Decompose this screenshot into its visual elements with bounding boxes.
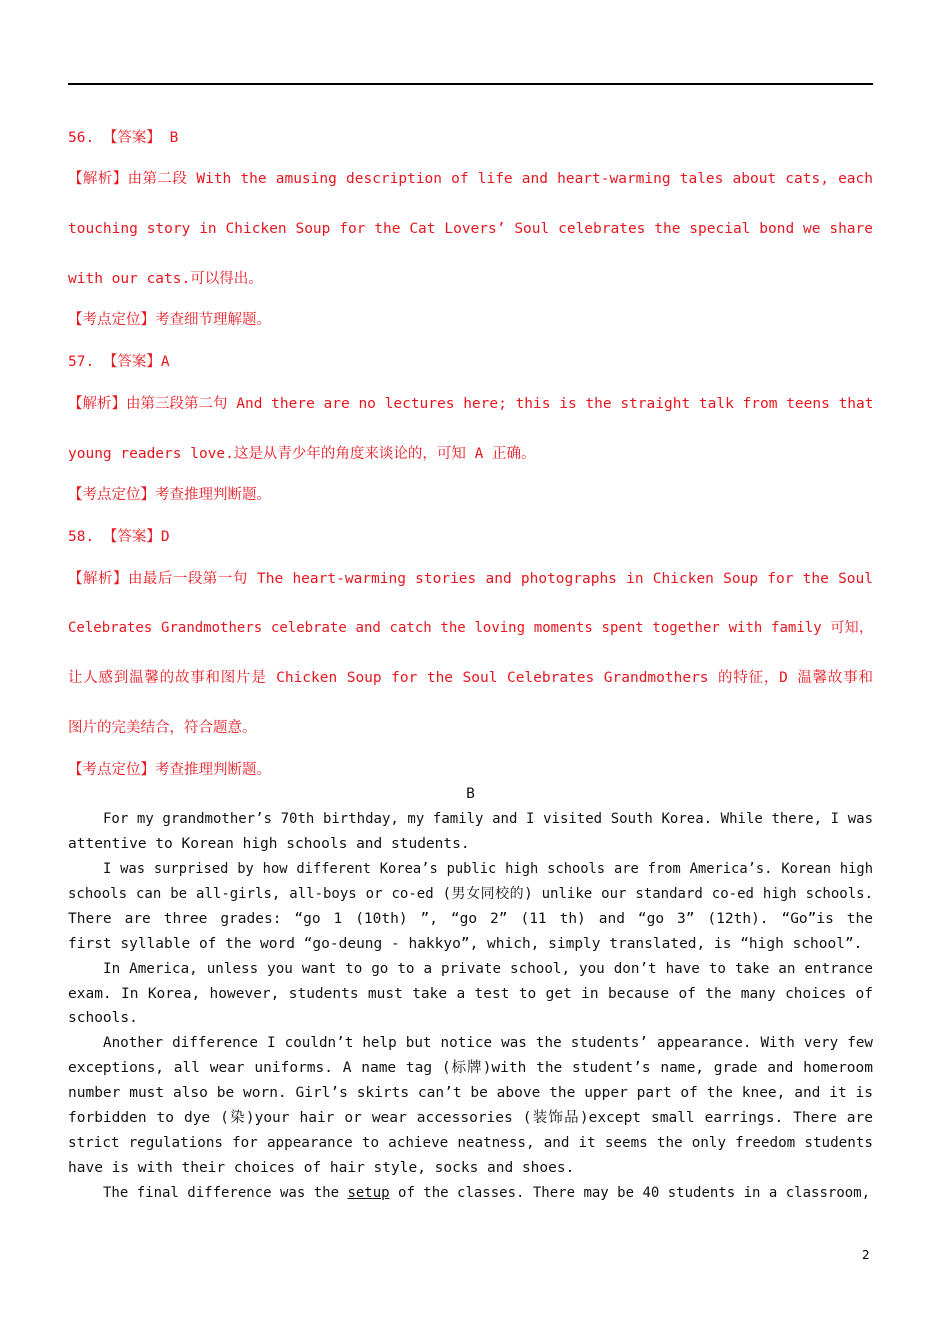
passage-line: For my grandmother’s 70th birthday, my family and I visited South Korea. While there, I was	[103, 811, 873, 827]
passage-line: exceptions, all wear uniforms. A name tag (标牌)with the student’s name, grade and homeroom	[68, 1060, 873, 1076]
answer-57-point: 【考点定位】考查推理判断题。	[68, 487, 271, 503]
page-number: 2	[862, 1248, 870, 1262]
passage-line: schools.	[68, 1010, 138, 1026]
answer-56-analysis-line: with our cats.可以得出。	[68, 271, 263, 287]
answer-57-number: 57. 【答案】A	[68, 354, 170, 370]
passage-line: Another difference I couldn’t help but notice was the students’ appearance. With very few	[103, 1035, 873, 1051]
passage-line: forbidden to dye (染)your hair or wear accessories (装饰品)except small earrings. There are	[68, 1110, 873, 1126]
passage-last-line	[103, 1183, 873, 1203]
passage-line: have is with their choices of hair style, socks and shoes.	[68, 1160, 575, 1176]
passage-text-segment: The final difference was the	[103, 1185, 348, 1201]
answer-58-number: 58. 【答案】D	[68, 529, 170, 545]
answer-56-number: 56. 【答案】 B	[68, 130, 179, 146]
answer-57-analysis-line: 【解析】由第三段第二句 And there are no lectures here; this is the straight talk from teens that	[68, 396, 874, 412]
answer-56-analysis-line: touching story in Chicken Soup for the Cat Lovers’ Soul celebrates the special bond we share	[68, 221, 873, 237]
passage-line: exam. In Korea, however, students must take a test to get in because of the many choices of	[68, 986, 873, 1002]
underlined-word-setup: setup	[347, 1185, 390, 1201]
answer-56-point: 【考点定位】考查细节理解题。	[68, 312, 271, 328]
answer-57-analysis-line: young readers love.这是从青少年的角度来谈论的，可知 A 正确。	[68, 446, 536, 462]
answer-56-analysis-line: 【解析】由第二段 With the amusing description of life and heart-warming tales about cats, each	[68, 171, 873, 187]
answer-58-analysis-line: Celebrates Grandmothers celebrate and catch the loving moments spent together with family 可知，	[68, 620, 873, 636]
passage-text-segment: of the classes. There may be 40 students in a classroom,	[389, 1185, 871, 1201]
answer-58-analysis-line: 【解析】由最后一段第一句 The heart-warming stories and photographs in Chicken Soup for the Soul	[68, 571, 873, 587]
passage-line: number must also be worn. Girl’s skirts can’t be above the upper part of the knee, and it is	[68, 1085, 873, 1101]
answer-58-analysis-line: 图片的完美结合，符合题意。	[68, 720, 257, 736]
answer-58-point: 【考点定位】考查推理判断题。	[68, 762, 271, 778]
passage-line: schools can be all-girls, all-boys or co-ed (男女同校的) unlike our standard co-ed high schools.	[68, 886, 873, 902]
passage-line: attentive to Korean high schools and students.	[68, 836, 470, 852]
passage-line: There are three grades: “go 1 (10th) ”, “go 2” (11 th) and “go 3” (12th). “Go”is the	[68, 911, 873, 927]
header-rule	[68, 83, 873, 85]
passage-line: strict regulations for appearance to achieve neatness, and it seems the only freedom students	[68, 1135, 873, 1151]
passage-line: I was surprised by how different Korea’s public high schools are from America’s. Korean high	[103, 861, 873, 877]
answer-58-analysis-line: 让人感到温馨的故事和图片是 Chicken Soup for the Soul Celebrates Grandmothers 的特征，D 温馨故事和	[68, 670, 873, 686]
passage-heading: B	[466, 786, 475, 802]
passage-line: In America, unless you want to go to a private school, you don’t have to take an entrance	[103, 961, 873, 977]
passage-line: first syllable of the word “go-deung - hakkyo”, which, simply translated, is “high school”.	[68, 936, 863, 952]
